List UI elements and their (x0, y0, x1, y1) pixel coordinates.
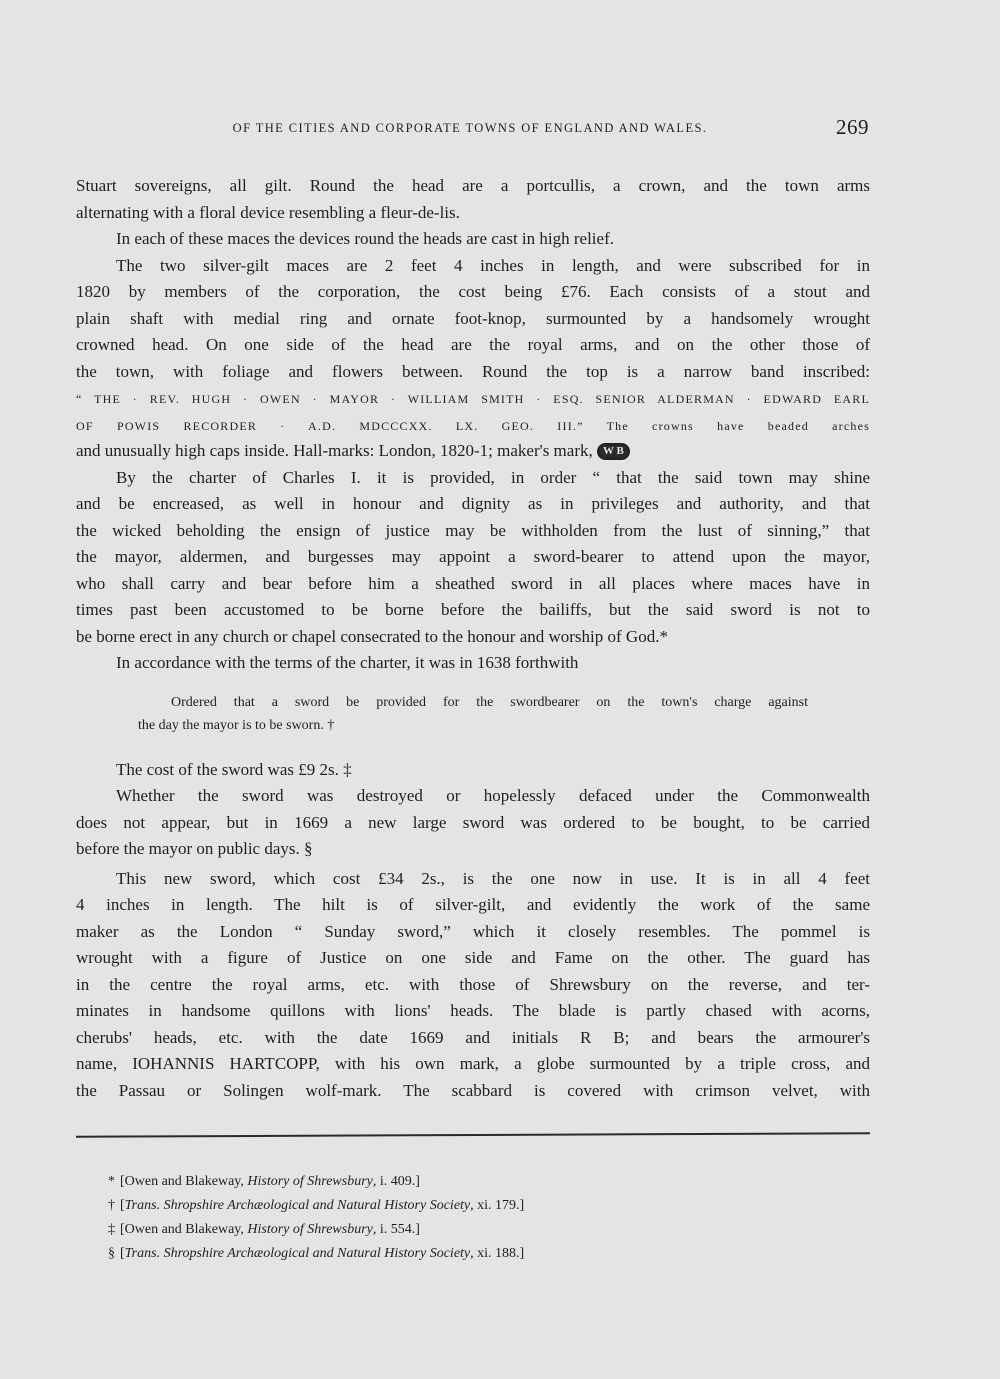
makers-mark-badge: W B (597, 443, 630, 460)
text-line: By the charter of Charles I. it is provided, in order “ that the said town may shine (116, 467, 870, 487)
text-line: In accordance with the terms of the charter, it was in 1638 forthwith (116, 653, 579, 672)
footnote-text: [ (120, 1246, 125, 1261)
text-line: In each of these maces the devices round the heads are cast in high relief. (116, 229, 614, 248)
text-line: cherubs' heads, etc. with the date 1669 and initials R B; and bears the armourer's (76, 1027, 870, 1047)
footnote-title: History of Shrewsbury (247, 1174, 373, 1189)
inscription-line (76, 412, 870, 439)
footnote-text: , xi. 188.] (470, 1246, 525, 1261)
order-quotation (76, 691, 870, 737)
footnote-title: Trans. Shropshire Archæological and Natural History Society (124, 1198, 471, 1213)
text-line: the town, with foliage and flowers between. Round the top is a narrow band inscribed: (76, 361, 870, 381)
text-line: in the centre the royal arms, etc. with those of Shrewsbury on the reverse, and ter- (76, 974, 870, 994)
footnote-text: [Owen and Blakeway, (120, 1222, 248, 1237)
text-line: crowned head. On one side of the head are the royal arms, and on the other those of (76, 335, 870, 354)
text-line: does not appear, but in 1669 a new large sword was ordered to be bought, to be carried (76, 812, 870, 832)
text-line: who shall carry and bear before him a sheathed sword in all places where maces have in (76, 573, 870, 593)
inscription-text: “ THE · REV. HUGH · OWEN · MAYOR · WILLIAM SMITH · ESQ. SENIOR ALDERMAN · EDWARD EARL (76, 392, 870, 406)
text-line: be borne erect in any church or chapel consecrated to the honour and worship of God.* (76, 626, 668, 646)
page-number: 269 (836, 115, 869, 139)
footnote-title: History of Shrewsbury (247, 1222, 373, 1237)
text-line: times past been accustomed to be borne before the bailiffs, but the said sword is not to (76, 600, 870, 619)
text-line: The two silver-gilt maces are 2 feet 4 inches in length, and were subscribed for in (116, 255, 870, 275)
hallmark-text: and unusually high caps inside. Hall-marks: London, 1820-1; maker's mark, (76, 441, 593, 460)
footnote-text: [ (120, 1198, 125, 1213)
text-line: minates in handsome quillons with lions' heads. The blade is partly chased with acorns, (76, 1001, 870, 1020)
quote-line: the day the mayor is to be sworn. † (138, 717, 335, 733)
footnote (108, 1242, 708, 1266)
running-head: OF THE CITIES AND CORPORATE TOWNS OF ENGLAND AND WALES. (232, 121, 708, 135)
footnote-text: [Owen and Blakeway, (120, 1174, 248, 1189)
footnote (108, 1170, 708, 1194)
footnotes (108, 1170, 708, 1266)
footnote-text: , i. 409.] (372, 1174, 420, 1189)
footnote (108, 1194, 708, 1218)
text-line: plain shaft with medial ring and ornate foot-knop, surmounted by a handsomely wrought (76, 308, 870, 328)
body-text (76, 173, 870, 1104)
text-line: before the mayor on public days. § (76, 839, 313, 858)
footnote-text: , i. 554.] (372, 1222, 420, 1237)
footnote-mark: † (108, 1198, 115, 1213)
quote-line: Ordered that a sword be provided for the swordbearer on the town's charge against (171, 694, 808, 710)
footnote-mark: * (108, 1174, 115, 1189)
inscription-line (76, 385, 870, 412)
text-line: and be encreased, as well in honour and dignity as in privileges and authority, and that (76, 494, 870, 513)
text-line: Whether the sword was destroyed or hopelessly defaced under the Commonwealth (116, 786, 870, 805)
text-line: alternating with a floral device resembling a fleur-de-lis. (76, 202, 460, 222)
text-line: name, IOHANNIS HARTCOPP, with his own mark, a globe surmounted by a triple cross, and (76, 1054, 870, 1073)
text-line: 4 inches in length. The hilt is of silver-gilt, and evidently the work of the same (76, 895, 870, 914)
footnote-mark: ‡ (108, 1222, 115, 1237)
text-line: maker as the London “ Sunday sword,” which it closely resembles. The pommel is (76, 921, 870, 941)
footnote-title: Trans. Shropshire Archæological and Natural History Society (124, 1246, 471, 1261)
footnote-rule (76, 1132, 870, 1137)
text-line: Stuart sovereigns, all gilt. Round the head are a portcullis, a crown, and the town arms (76, 176, 870, 195)
text-line: wrought with a figure of Justice on one side and Fame on the other. The guard has (76, 948, 870, 967)
footnote-text: , xi. 179.] (470, 1198, 525, 1213)
inscription-text: OF POWIS RECORDER · A.D. MDCCCXX. LX. GEO. III.” The crowns have beaded arches (76, 418, 870, 433)
text-line: the mayor, aldermen, and burgesses may appoint a sword-bearer to attend upon the mayor, (76, 547, 870, 566)
text-line: The cost of the sword was £9 2s. ‡ (116, 759, 352, 779)
text-line (76, 438, 870, 465)
text-line: the wicked beholding the ensign of justice may be withholden from the lust of sinning,” that (76, 520, 870, 540)
footnote (108, 1218, 708, 1242)
footnote-mark: § (108, 1246, 115, 1261)
text-line: 1820 by members of the corporation, the cost being £76. Each consists of a stout and (76, 282, 870, 301)
text-line: This new sword, which cost £34 2s., is the one now in use. It is in all 4 feet (116, 868, 870, 888)
text-line: the Passau or Solingen wolf-mark. The scabbard is covered with crimson velvet, with (76, 1080, 870, 1100)
